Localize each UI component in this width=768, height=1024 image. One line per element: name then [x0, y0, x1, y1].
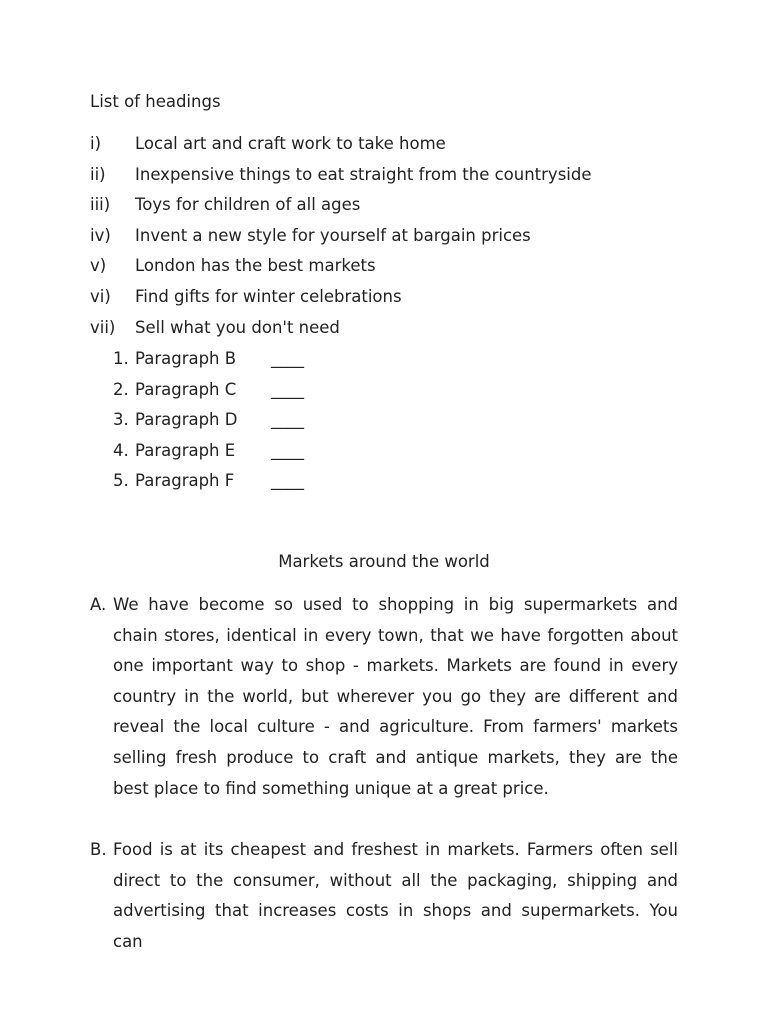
list-of-headings-title: List of headings: [90, 92, 221, 111]
answer-blank[interactable]: ____: [271, 379, 304, 399]
answer-list: [113, 346, 304, 499]
heading-text: Inexpensive things to eat straight from the countryside: [135, 164, 592, 184]
heading-text: London has the best markets: [135, 256, 376, 276]
answer-number: 2.: [113, 379, 129, 399]
answer-number: 3.: [113, 410, 129, 430]
paragraph-b: [90, 835, 678, 957]
answer-item: [113, 407, 304, 438]
answer-paragraph-label: Paragraph D: [135, 410, 238, 430]
heading-text: Local art and craft work to take home: [135, 134, 446, 153]
answer-blank[interactable]: ____: [271, 471, 304, 491]
answer-item: [113, 468, 304, 499]
heading-item: [90, 131, 592, 162]
answer-paragraph-label: Paragraph E: [135, 440, 236, 460]
heading-text: Find gifts for winter celebrations: [135, 286, 402, 306]
paragraph-a: [90, 590, 678, 804]
heading-text: Toys for children of all ages: [135, 195, 361, 215]
answer-paragraph-label: Paragraph C: [135, 379, 237, 399]
answer-number: 1.: [113, 349, 129, 368]
heading-item: [90, 253, 592, 284]
answer-paragraph-label: Paragraph B: [135, 349, 237, 368]
heading-number: iv): [90, 225, 111, 245]
paragraph-text: Food is at its cheapest and freshest in markets. Farmers often sell direct to the consumer, without all the packaging, shipping and advertising that increases costs in shops and supermarkets. You can: [113, 840, 678, 951]
heading-item: [90, 284, 592, 315]
answer-blank[interactable]: ____: [271, 349, 304, 368]
heading-number: v): [90, 256, 107, 276]
heading-number: iii): [90, 195, 111, 215]
heading-number: ii): [90, 164, 106, 184]
headings-list: [90, 131, 592, 345]
answer-paragraph-label: Paragraph F: [135, 471, 235, 491]
paragraph-label: A.: [90, 595, 107, 614]
answer-blank[interactable]: ____: [271, 410, 304, 430]
answer-item: [113, 377, 304, 408]
heading-number: i): [90, 134, 102, 153]
heading-number: vi): [90, 286, 111, 306]
heading-item: [90, 162, 592, 193]
heading-text: Invent a new style for yourself at bargain prices: [135, 225, 531, 245]
answer-number: 5.: [113, 471, 129, 491]
answer-number: 4.: [113, 440, 129, 460]
answer-item: [113, 346, 304, 377]
answer-blank[interactable]: ____: [271, 440, 304, 460]
heading-item: [90, 223, 592, 254]
heading-text: Sell what you don't need: [135, 317, 340, 337]
article-title: Markets around the world: [278, 552, 490, 571]
answer-item: [113, 438, 304, 469]
heading-item: [90, 315, 592, 346]
paragraph-label: B.: [90, 840, 107, 859]
heading-item: [90, 192, 592, 223]
heading-number: vii): [90, 317, 116, 337]
paragraph-text: We have become so used to shopping in big supermarkets and chain stores, identical in every town, that we have forgotten about one important way to shop - markets. Markets are found in every country in the world, but wherever you go they are different and reveal the local culture - and agriculture. From farmers' markets selling fresh produce to craft and antique markets, they are the best place to find something unique at a great price.: [113, 595, 678, 798]
